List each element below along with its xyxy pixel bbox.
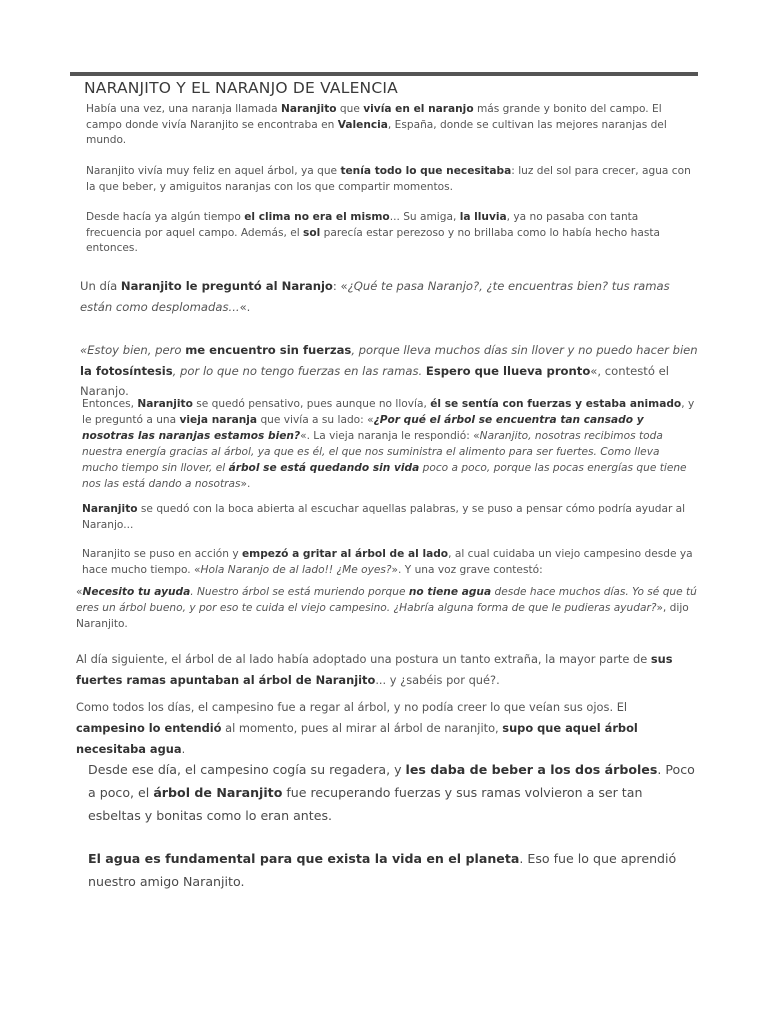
paragraph-3 bbox=[86, 210, 694, 257]
italic-text: desde hace muchos días. Yo sé que tú eres un árbol bueno, y por eso te cuida el viejo campesino. ¿Habría alguna forma de que le pudieras ayudar? bbox=[76, 586, 697, 614]
paragraph-8 bbox=[82, 546, 698, 578]
bold-text: El agua es fundamental para que exista la vida en el planeta bbox=[88, 851, 520, 866]
text: ». Y una voz grave contestó: bbox=[391, 564, 543, 576]
text: ». bbox=[240, 478, 251, 490]
bold-text: árbol de Naranjito bbox=[153, 785, 283, 800]
italic-text: Naranjito, nosotras recibimos toda nuestra energía gracias al árbol, ya que es él, el que nos suministra el alimento para ser fuertes. Como lleva mucho tiempo sin llover, el bbox=[82, 430, 663, 474]
bold-text: Espero que llueva pronto bbox=[425, 363, 591, 378]
bold-text: Naranjito bbox=[281, 103, 337, 115]
page-title: NARANJITO Y EL NARANJO DE VALENCIA bbox=[84, 79, 398, 97]
text: « bbox=[76, 586, 83, 598]
italic-text: ¿Qué te pasa Naranjo?, ¿te encuentras bien? tus ramas están como desplomadas... bbox=[80, 279, 670, 314]
bold-italic-text: árbol se está quedando sin vida bbox=[228, 462, 420, 474]
text: parecía estar perezoso y no brillaba como lo había hecho hasta entonces. bbox=[86, 226, 660, 255]
bold-text: la lluvia bbox=[459, 211, 507, 223]
paragraph-6 bbox=[82, 396, 698, 492]
bold-text: campesino lo entendió bbox=[76, 721, 222, 735]
text: Un día bbox=[80, 279, 121, 293]
bold-text: Valencia bbox=[337, 118, 388, 131]
bold-text: sol bbox=[303, 226, 321, 239]
paragraph-11 bbox=[76, 697, 698, 760]
bold-text: sus fuertes ramas apuntaban al árbol de Naranjito bbox=[76, 652, 673, 687]
bold-text: vieja naranja bbox=[179, 414, 258, 426]
text: . Eso fue lo que aprendió nuestro amigo Naranjito. bbox=[88, 851, 677, 889]
text: , y le preguntó a una bbox=[82, 398, 695, 426]
title-rule bbox=[70, 72, 698, 76]
text: Entonces, bbox=[82, 398, 138, 410]
italic-text: , porque lleva muchos días sin llover y no puedo hacer bien bbox=[351, 343, 698, 357]
bold-text: vivía en el naranjo bbox=[363, 103, 474, 115]
italic-text: , por lo que no tengo fuerzas en las ramas. bbox=[172, 363, 426, 378]
text: al momento, pues al mirar al árbol de naranjito, bbox=[221, 721, 503, 735]
text: fue recuperando fuerzas y sus ramas volvieron a ser tan esbeltas y bonitas como lo eran antes. bbox=[88, 785, 643, 823]
bold-italic-text: no tiene agua bbox=[408, 586, 492, 598]
paragraph-5 bbox=[80, 340, 698, 402]
text: Desde ese día, el campesino cogía su regadera, y bbox=[88, 762, 406, 777]
text: se quedó con la boca abierta al escuchar aquellas palabras, y se puso a pensar cómo podría ayudar al Naranjo... bbox=[82, 503, 686, 531]
text: Naranjito vivía muy feliz en aquel árbol, ya que bbox=[86, 165, 341, 177]
text: Desde hacía ya algún tiempo bbox=[86, 211, 245, 223]
text: : « bbox=[332, 279, 348, 293]
text: . Poco a poco, el bbox=[88, 762, 695, 800]
text: . bbox=[181, 742, 186, 756]
italic-text: Hola Naranjo de al lado!! ¿Me oyes? bbox=[200, 564, 392, 576]
text: , al cual cuidaba un viejo campesino desde ya hace mucho tiempo. « bbox=[82, 548, 693, 576]
text: «. bbox=[239, 299, 251, 314]
text: Como todos los días, el campesino fue a regar al árbol, y no podía creer lo que veían sus ojos. El bbox=[76, 700, 628, 714]
paragraph-9 bbox=[76, 584, 698, 632]
paragraph-4 bbox=[80, 276, 698, 317]
bold-text: el clima no era el mismo bbox=[244, 211, 390, 223]
text: », dijo Naranjito. bbox=[76, 602, 689, 630]
bold-text: me encuentro sin fuerzas bbox=[185, 343, 352, 357]
text: que bbox=[336, 103, 364, 115]
italic-text: poco a poco, porque las pocas energías que tiene nos las está dando a nosotras bbox=[82, 462, 687, 490]
bold-text: les daba de beber a los dos árboles bbox=[405, 762, 658, 777]
bold-text: supo que aquel árbol necesitaba agua bbox=[76, 721, 638, 756]
paragraph-7 bbox=[82, 501, 698, 533]
bold-italic-text: Necesito tu ayuda bbox=[82, 586, 191, 598]
italic-text: . Nuestro árbol se está muriendo porque bbox=[190, 586, 409, 598]
text: : luz del sol para crecer, agua con la que beber, y amiguitos naranjas con los que compartir momentos. bbox=[86, 165, 691, 193]
paragraph-1 bbox=[86, 102, 694, 149]
text: «, contestó el Naranjo. bbox=[80, 363, 669, 398]
text: ... y ¿sabéis por qué?. bbox=[375, 673, 500, 687]
text: Al día siguiente, el árbol de al lado había adoptado una postura un tanto extraña, la mayor parte de bbox=[76, 652, 651, 666]
bold-text: él se sentía con fuerzas y estaba animado bbox=[430, 398, 682, 410]
paragraph-2 bbox=[86, 164, 694, 195]
bold-italic-text: ¿Por qué el árbol se encuentra tan cansado y nosotras las naranjas estamos bien? bbox=[82, 414, 644, 442]
text: más grande y bonito del campo. El campo donde vivía Naranjito se encontraba en bbox=[86, 103, 662, 131]
bold-text: Naranjito bbox=[82, 503, 138, 515]
bold-text: Naranjito le preguntó al Naranjo bbox=[120, 279, 333, 293]
text: ... Su amiga, bbox=[389, 211, 460, 223]
italic-text: «Estoy bien, pero bbox=[80, 343, 186, 357]
bold-text: tenía todo lo que necesitaba bbox=[340, 165, 512, 177]
text: se quedó pensativo, pues aunque no llovía, bbox=[192, 398, 431, 410]
text: que vivía a su lado: « bbox=[257, 414, 374, 426]
text: Había una vez, una naranja llamada bbox=[86, 103, 281, 115]
text: «. La vieja naranja le respondió: « bbox=[300, 430, 480, 442]
bold-text: Naranjito bbox=[137, 398, 193, 410]
bold-text: empezó a gritar al árbol de al lado bbox=[241, 548, 449, 560]
paragraph-13 bbox=[88, 847, 696, 893]
bold-text: la fotosíntesis bbox=[80, 363, 173, 378]
text: , España, donde se cultivan las mejores naranjas del mundo. bbox=[86, 118, 667, 147]
paragraph-12 bbox=[88, 758, 696, 827]
text: , ya no pasaba con tanta frecuencia por aquel campo. Además, el bbox=[86, 211, 639, 239]
paragraph-10 bbox=[76, 649, 698, 691]
text: Naranjito se puso en acción y bbox=[82, 548, 242, 560]
